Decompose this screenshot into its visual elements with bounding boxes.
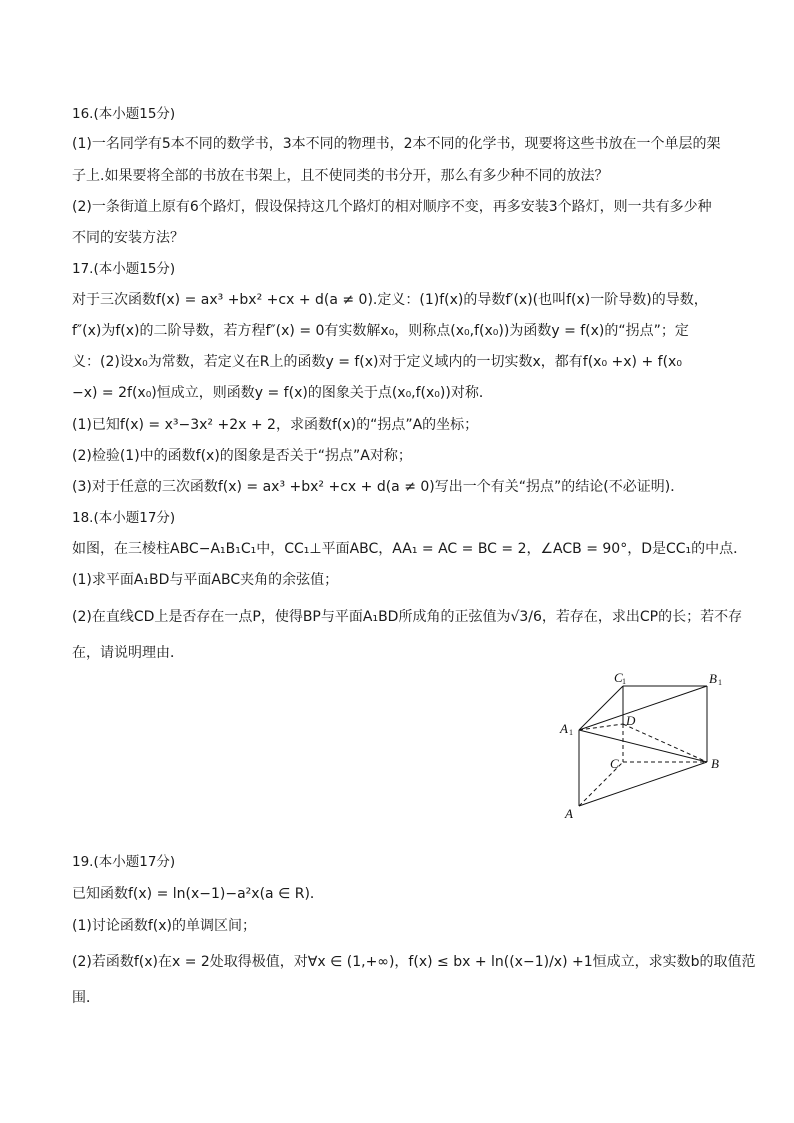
label-b1: B (709, 671, 717, 686)
label-a1-sub: 1 (569, 728, 573, 737)
q18-header: 18.(本小题17分) (72, 510, 176, 526)
q17-line: −x) = 2f(x₀)恒成立，则函数y = f(x)的图象关于点(x₀,f(x₀))对称． (72, 385, 493, 401)
q16-line: 子上.如果要将全部的书放在书架上，且不使同类的书分开，那么有多少种不同的放法？ (72, 168, 609, 184)
q18-line: 如图，在三棱柱ABC−A₁B₁C₁中，CC₁⊥平面ABC，AA₁ = AC = BC = 2，∠ACB = 90°，D是CC₁的中点． (72, 541, 748, 557)
q17-line: (1)已知f(x) = x³−3x² +2x + 2，求函数f(x)的“拐点”A的坐标； (72, 417, 479, 433)
label-c: C (610, 756, 619, 771)
q19-header: 19.(本小题17分) (72, 854, 176, 870)
q17-header: 17.(本小题15分) (72, 261, 176, 277)
q17-line: (2)检验(1)中的函数f(x)的图象是否关于“拐点”A对称； (72, 448, 412, 464)
q19-line: 已知函数f(x) = ln(x−1)−a²x(a ∈ R)． (72, 886, 324, 902)
edge-a1-b1 (579, 686, 707, 730)
q17-line: 对于三次函数f(x) = ax³ +bx² +cx + d(a ≠ 0).定义：(1)f(x)的导数f′(x)(也叫f(x)一阶导数)的导数， (72, 292, 708, 308)
q18-line: (1)求平面A₁BD与平面ABC夹角的余弦值； (72, 572, 339, 588)
edge-a1-b (579, 730, 707, 762)
label-a: A (565, 806, 573, 821)
edge-a1-c1 (579, 686, 623, 730)
q17-line: 义：(2)设x₀为常数，若定义在R上的函数y = f(x)对于定义域内的一切实数x，都有f(x₀ +x) + f(x₀ (72, 354, 682, 370)
q18-line: 在，请说明理由． (72, 645, 184, 661)
q16-header: 16.(本小题15分) (72, 106, 176, 122)
q17-line: f″(x)为f(x)的二阶导数，若方程f″(x) = 0有实数解x₀，则称点(x₀,f(x₀))为函数y = f(x)的“拐点”；定 (72, 323, 689, 339)
q18-line: (2)在直线CD上是否存在一点P，使得BP与平面A₁BD所成角的正弦值为√3/6，若存在，求出CP的长；若不存 (72, 609, 743, 625)
label-a1: A (560, 721, 568, 736)
q19-line: 围． (72, 990, 100, 1006)
q17-line: (3)对于任意的三次函数f(x) = ax³ +bx² +cx + d(a ≠ 0)写出一个有关“拐点”的结论(不必证明)． (72, 479, 685, 495)
label-c1-sub: 1 (622, 677, 626, 686)
q16-line: (2)一条街道上原有6个路灯，假设保持这几个路灯的相对顺序不变，再多安装3个路灯，则一共有多少种 (72, 199, 712, 215)
q16-line: 不同的安装方法？ (72, 230, 184, 246)
q19-line: (2)若函数f(x)在x = 2处取得极值，对∀x ∈ (1,+∞)，f(x) ≤ bx + ln((x−1)/x) +1恒成立，求实数b的取值范 (72, 954, 756, 970)
prism-figure (555, 668, 735, 828)
q19-line: (1)讨论函数f(x)的单调区间； (72, 918, 256, 934)
q16-line: (1)一名同学有5本不同的数学书，3本不同的物理书，2本不同的化学书，现要将这些书放在一个单层的架 (72, 136, 721, 152)
label-c1: C (614, 670, 623, 685)
label-b: B (711, 756, 719, 771)
label-d: D (626, 713, 636, 728)
label-b1-sub: 1 (718, 678, 722, 687)
edge-a1-d-hidden (579, 724, 623, 730)
edge-a-b (579, 762, 707, 806)
edge-d-b-hidden (623, 724, 707, 762)
